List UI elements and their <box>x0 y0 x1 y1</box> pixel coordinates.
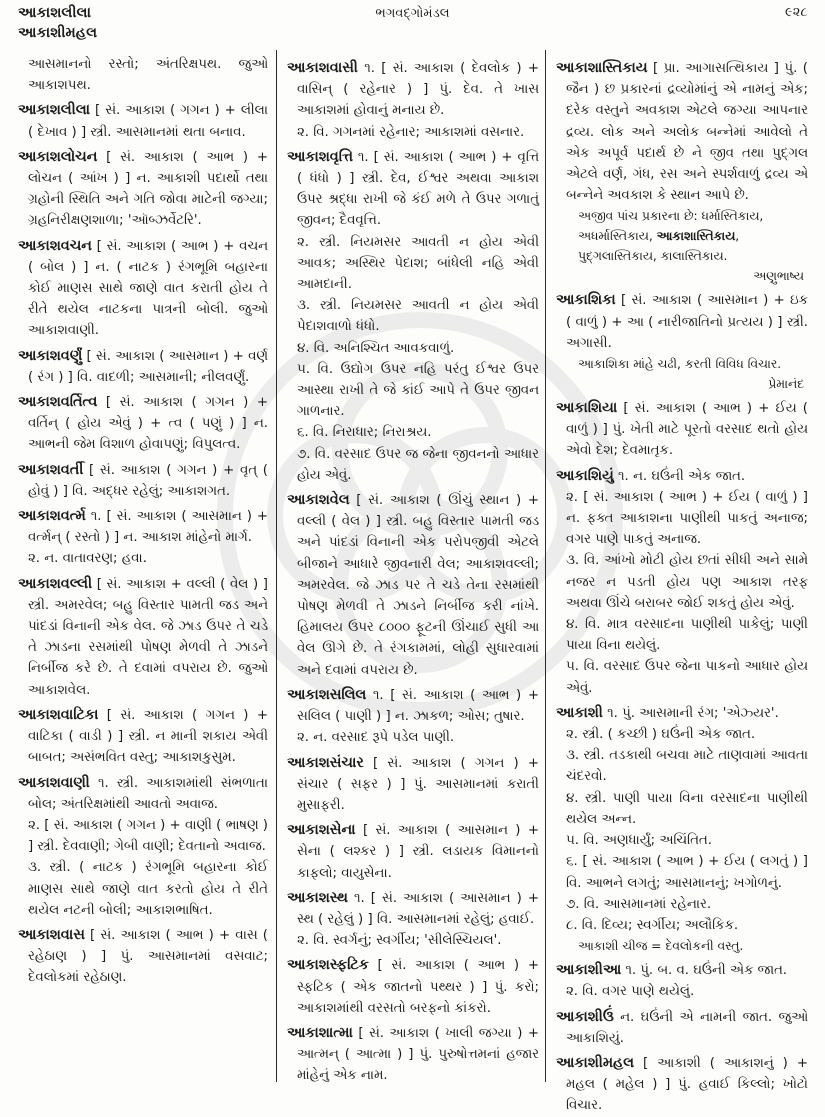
entry-first-sense <box>18 147 268 232</box>
dictionary-entry <box>287 753 539 817</box>
column-divider <box>545 50 546 1082</box>
headword: આકાશિયું <box>556 467 614 484</box>
sub-sense: ૩. સ્ત્રી. નિયમસર આવતી ન હોય એવી પેદાશવાળો ધંધો. <box>297 298 539 335</box>
sub-sense: ૨. સ્ત્રી. ( કચ્છી ) ઘઉંની એક જાત. <box>566 727 756 743</box>
sense-text: ૧. પું. બ. વ. ઘઉંની એક જાત. <box>625 963 788 979</box>
headword: આકાશીમહલ <box>556 1054 634 1071</box>
dictionary-entry <box>287 888 539 952</box>
column-3 <box>556 54 808 1117</box>
entry-first-sense <box>287 58 539 122</box>
sub-sense: ૬. [ સં. આકાશ ( આભ ) + ઈય ( લગતું ) ] વિ. આભને લગતું; આસમાનનું; ખગોળનું. <box>566 854 808 891</box>
entry-first-sense <box>556 1053 808 1117</box>
sub-sense: ૮. વિ. દિવ્ય; સ્વર્ગીય; અલૌકિક. <box>566 917 739 933</box>
entry-first-sense <box>18 925 268 989</box>
dictionary-entry <box>18 460 268 502</box>
dictionary-entry <box>287 1023 539 1087</box>
running-title: ભગવદ્ગોમંડલ <box>375 6 450 21</box>
sense-text: [ સં. આકાશ ( આભ ) + ઈય ( વાળું ) ] પું. ખેતી માટે પૂરતો વરસાદ થતો હોય એવો દેશ; દેવમાતૃક. <box>566 401 808 459</box>
entry-first-sense <box>556 398 808 462</box>
sense-text: ૧. [ સં. આકાશ ( આભ ) + સલિલ ( પાણી ) ] ન. ઝાકળ; ઓસ; તુષાર. <box>297 687 539 725</box>
entry-first-sense <box>556 58 808 206</box>
sense-text: [ સં. આકાશ ( ગગન ) + વર્તિન્ ( હોય એવું ) + ત્વ ( પણું ) ] ન. આભની જેમ વિશાળ હોવાપણું; વિપુલત્વ. <box>28 395 268 453</box>
sense-text: [ સં. આકાશ ( ગગન ) + લીલા ( દેખાવ ) ] સ્ત્રી. આસમાનમાં થતા બનાવ. <box>28 103 268 140</box>
entry-first-sense <box>18 236 268 342</box>
sense-text: [ સં. આકાશ ( આસમાન ) + વર્ણ ( રંગ ) ] વિ. વાદળી; આસમાની; નીલવર્ણું. <box>28 348 268 385</box>
guide-word-last: આકાશીમહલ <box>18 25 98 41</box>
quote-text: , પુદ્ગલાસ્તિકાય, કાલાસ્તિકાય. <box>578 229 740 264</box>
headword: આકાશવર્તિત્વ <box>18 394 98 411</box>
headword: આકાશિકા <box>556 292 616 309</box>
dictionary-entry <box>18 506 268 570</box>
dictionary-entry <box>287 147 539 486</box>
sense-text: ૧. [ સં. આકાશ ( આસમાન ) + સ્થ ( રહેલું ) ] વિ. આસમાનમાં રહેલું; હવાઈ. <box>297 890 540 927</box>
sense-text: ૧. [ સં. આકાશ ( આસમાન ) + વર્ત્મન્ ( રસ્તો ) ] ન. આકાશ માંહેનો માર્ગ. <box>28 509 268 546</box>
quote-text: અજીવ પાંચ પ્રકારના છે: ધર્માસ્તિકાય, અધર્માસ્તિકાય, <box>578 209 764 244</box>
headword: આકાશવાણી <box>18 774 90 791</box>
column-divider <box>276 50 277 1082</box>
dictionary-entry <box>18 705 268 769</box>
entry-first-sense <box>556 703 808 724</box>
headword: આકાશવાટિકા <box>18 706 99 723</box>
entry-first-sense <box>287 955 539 1019</box>
sense-text: [ સં. આકાશ ( આભ ) + વાસ ( રહેઠાણ ) ] પું. આસમાનમાં વસવાટ; દેવલોકમાં રહેઠાણ. <box>28 927 268 986</box>
headword: આકાશસ્થ <box>287 889 348 906</box>
headword: આકાશસ્ફટિક <box>287 957 369 974</box>
sub-sense: ૪. સ્ત્રી. પાણી પાયા વિના વરસાદના પાણીથી થયેલ અન્ન. <box>566 790 808 827</box>
entry-first-sense <box>18 346 268 388</box>
entry-first-sense <box>18 100 268 142</box>
sub-sense: ૩. સ્ત્રી. તડકાથી બચવા માટે તાણવામાં આવતા ચંદરવો. <box>566 748 808 785</box>
sense-text: [ સં. આકાશ ( ગગન ) + વૃત્ ( હોવું ) ] વિ. અદ્ધર રહેલું; આકાશગત. <box>28 462 268 499</box>
dictionary-entry <box>287 490 539 681</box>
entry-first-sense <box>556 960 808 981</box>
dictionary-entry <box>287 820 539 884</box>
dictionary-entry <box>556 466 808 699</box>
dictionary-entry <box>18 925 268 989</box>
dictionary-entry <box>18 392 268 456</box>
dictionary-entry <box>18 773 268 921</box>
sense-text: [ સં. આકાશ ( આસમાન ) + સેના ( લશ્કર ) ] સ્ત્રી. લડાયક વિમાનનો કાફલો; વાયુસેના. <box>297 823 539 881</box>
dictionary-entry <box>556 703 808 956</box>
sense-text: [ પ્રા. આગાસત્થિકાય ] પું. ( જૈન ) છ પ્રકારનાં દ્રવ્યોમાંનું એ નામનું એક; દરેક વસ્તુને અવકાશ એટલે જગ્યા આપનાર દ્રવ્ય. લોક અને અલોક બન્નેમાં આવેલો તે એક અપૂર્વ પદાર્થ છે ને જીવ તથા પુદ્ગલ એટલે વર્ણ, ગંધ, રસ અને સ્પર્શવાળું દ્રવ્ય એ બન્નેને અવકાશ કે સ્થાન આપે છે. <box>566 61 808 204</box>
headword: આકાશવર્ત્મ <box>18 508 86 525</box>
column-1 <box>18 54 268 989</box>
headword: આકાશાત્મા <box>287 1024 353 1041</box>
quote-emphasis: આકાશાસ્તિકાય <box>656 229 736 244</box>
entry-first-sense <box>18 705 268 769</box>
entry-first-sense <box>287 753 539 817</box>
dictionary-entry <box>18 236 268 342</box>
headword: આકાશવર્ણું <box>18 347 83 364</box>
column-2 <box>287 54 539 1087</box>
page-number: ૯૨૮ <box>785 5 808 20</box>
entry-first-sense <box>287 820 539 884</box>
sub-sense: ૨. [ સં. આકાશ ( ગગન ) + વાણી ( ભાષણ ) ] સ્ત્રી. દેવવાણી; ગેબી વાણી; દેવતાનો અવાજ. <box>28 817 268 855</box>
sense-text: [ સં. આકાશ ( આભ ) + લોચન ( આંખ ) ] ન. આકાશી પદાર્થો તથા ગ્રહોની સ્થિતિ અને ગતિ જોવા માટેની જગ્યા; ગ્રહનિરીક્ષણશાળા; 'ઑબ્ઝર્વેટરિ'. <box>28 149 268 229</box>
entry-first-sense <box>18 506 268 548</box>
headword: આકાશીઆ <box>556 962 622 979</box>
headword: આકાશી <box>556 704 603 721</box>
sub-sense: ૪. વિ. માત્ર વરસાદના પાણીથી પાકેલું; પાણી પાયા વિના થયેલું. <box>566 617 808 654</box>
entry-first-sense <box>287 147 539 232</box>
sub-sense: ૨. ન. વાતાવરણ; હવા. <box>28 551 147 567</box>
dictionary-entry <box>287 58 539 143</box>
sub-sense: ૨. વિ. ગગનમાં રહેનાર; આકાશમાં વસનાર. <box>297 124 525 140</box>
sense-text: ૧. સ્ત્રી. આકાશમાંથી સંભળાતા બોલ; અંતરિક્ષમાંથી આવતો અવાજ. <box>28 775 268 812</box>
headword: આકાશવચન <box>18 237 92 254</box>
entry-first-sense <box>18 460 268 502</box>
dictionary-entry <box>556 1007 808 1049</box>
headword: આકાશવેલ <box>287 492 350 509</box>
dictionary-entry <box>556 58 808 286</box>
headword: આકાશિયા <box>556 400 618 417</box>
headword: આકાશલોચન <box>18 148 98 165</box>
sense-text: ૧. [ સં. આકાશ ( આભ ) + વૃત્તિ ( ધંધો ) ] સ્ત્રી. દેવ, ઈશ્વર અથવા આકાશ ઉપર શ્રદ્ધા રાખી જે કંઈ મળે તે ઉપર ગળાતું જીવન; દૈવવૃત્તિ. <box>297 149 539 229</box>
entry-continuation: આસમાનનો રસ્તો; અંતરિક્ષપથ. જુઓ આકાશપથ. <box>28 57 268 94</box>
sub-sense: ૫. વિ. વરસાદ ઉપર જેના પાકનો આધાર હોય એવું. <box>566 659 808 696</box>
dictionary-entry <box>287 685 539 749</box>
entry-first-sense <box>18 773 268 815</box>
headword: આકાશીઉં <box>556 1008 614 1025</box>
citation-quote: આકાશિકા માંહે ચઢી, કરતી વિવિધ વિચાર. <box>578 357 782 372</box>
sense-text: [ સં. આકાશ ( ઊંચું સ્થાન ) + વલ્લી ( વેલ ) ] સ્ત્રી. બહુ વિસ્તાર પામતી જડ અને પાંદડાં વિનાની એક પરોપજીવી એટલે બીજાને આધારે જીવનારી વેલ; આકાશવલ્લી; અમરવેલ. જે ઝાડ પર તે ચડે તેના રસમાંથી પોષણ મેળવી તે ઝાડને નિર્બીજ કરી નાંખે. હિમાલય ઉપર ૮૦૦૦ ફૂટની ઊંચાઈ સુધી આ વેલ ઊગે છે. તે રંગકામમાં, લોહી સુધારવામાં અને દવામાં વપરાય છે. <box>297 493 539 678</box>
sense-text: [ સં. આકાશ ( આભ ) + વચન ( બોલ ) ] ન. ( નાટક ) રંગભૂમિ બહારના કોઈ માણસ સાથે જાણે વાત કરાતી હોય તે રીતે થયેલ નાટકના પાત્રની બોલી. જુઓ આકાશવાણી. <box>28 238 268 339</box>
entry-first-sense <box>287 685 539 727</box>
headword: આકાશવાસી <box>287 60 358 76</box>
entry-first-sense <box>287 490 539 681</box>
sense-text: ૧. ન. ઘઉંની એક જાત. <box>617 468 746 484</box>
entry-first-sense <box>556 1007 808 1049</box>
dictionary-entry <box>18 574 268 701</box>
dictionary-entry <box>287 955 539 1019</box>
guide-word-first: આકાશલીલા <box>18 5 92 21</box>
sub-sense: ૭. વિ. આસમાનમાં રહેનાર. <box>566 896 712 912</box>
sense-text: [ સં. આકાશ + વલ્લી ( વેલ ) ] સ્ત્રી. અમરવેલ; બહુ વિસ્તાર પામતી જડ અને પાંદડાં વિનાની એક વેલ. જે ઝાડ ઉપર તે ચડે તે ઝાડના રસમાંથી પોષણ મેળવી તે ઝાડને નિર્બીજ કરે છે. તે દવામાં વપરાય છે. જુઓ આકાશવેલ. <box>28 576 268 698</box>
dictionary-entry <box>18 147 268 232</box>
sub-sense: ૫. વિ. અણધાર્યું; અચિંતિત. <box>566 833 712 849</box>
sense-text: [ સં. આકાશ ( આભ ) + સ્ફટિક ( એક જાતનો પથ્થર ) ] પું. કરો; આકાશમાંથી વરસતો બરફનો કાંકરો. <box>297 958 539 1016</box>
sub-sense: ૨. વિ. વગર પાણે થયેલું. <box>566 984 695 1000</box>
sub-sense: ૫. વિ. ઉદ્યોગ ઉપર નહિ પરંતુ ઈશ્વર ઉપર આસ્થા રાખી તે જે કાંઈ આપે તે ઉપર જીવન ગાળનાર. <box>297 361 539 420</box>
sense-text: [ આકાશી ( આકાશનું ) + મહલ ( મહેલ ) ] પું. હવાઈ કિલ્લો; ખોટો વિચાર. <box>566 1055 808 1114</box>
sub-sense: ૨. વિ. સ્વર્ગનું; સ્વર્ગીય; 'સીલેસ્ચિયલ'. <box>297 933 502 949</box>
sub-sense: ૭. વિ. વરસાદ ઉપર જ જેના જીવનનો આધાર હોય એવું. <box>297 446 539 483</box>
citation-source: અણુભાષ્ય <box>753 269 804 284</box>
entry-first-sense <box>556 290 808 354</box>
headword: આકાશવલ્લી <box>18 575 93 592</box>
sub-sense: ૬. વિ. નિરાધાર; નિરાશ્રય. <box>297 425 432 441</box>
headword: આકાશવૃત્તિ <box>287 148 353 165</box>
dictionary-entry <box>556 960 808 1002</box>
dictionary-entry <box>556 1053 808 1117</box>
sense-text: [ સં. આકાશ ( ખાલી જગ્યા ) + આત્મન્ ( આત્મા ) ] પું. પુરુષોત્તમનાં હજાર માંહેનું એક નામ. <box>297 1025 539 1084</box>
citation-source: પ્રેમાનંદ <box>768 377 804 392</box>
sense-text: ૧. [ સં. આકાશ ( દેવલોક ) + વાસિન્ ( રહેનાર ) ] પું. દેવ. તે ખાસ આકાશમાં હોવાનું મનાય છે. <box>297 61 539 119</box>
sense-text: ૧. પું. આસમાની રંગ; 'એઝ્યર'. <box>607 705 779 721</box>
sub-sense: ૨. ન. વરસાદ રૂપે પડેલ પાણી. <box>297 730 455 746</box>
entry-first-sense <box>18 392 268 456</box>
sense-text: ન. ઘઉંની એ નામની જાત. જુઓ આકાશિયું. <box>566 1009 808 1046</box>
entry-first-sense <box>556 466 808 487</box>
sub-sense: ૪. વિ. અનિશ્ચિત આવકવાળું. <box>297 340 455 356</box>
sub-sense: ૩. સ્ત્રી. ( નાટક ) રંગભૂમિ બહારના કોઈ માણસ સાથે જાણે વાત કરતો હોય તે રીતે થયેલ નટની બોલી; આકાશભાષિત. <box>28 860 268 918</box>
usage-example: આકાશી ચીજ = દેવલોકની વસ્તુ. <box>578 939 744 954</box>
headword: આકાશસલિલ <box>287 686 367 703</box>
sense-text: [ સં. આકાશ ( આસમાન ) + ઇક ( વાળું ) + આ ( નારીજાતિનો પ્રત્યય ) ] સ્ત્રી. અગાસી. <box>566 293 808 351</box>
headword: આકાશવર્તી <box>18 461 84 478</box>
headword: આકાશસેના <box>287 822 356 839</box>
headword: આકાશવાસ <box>18 926 85 943</box>
dictionary-entry <box>556 398 808 462</box>
entry-first-sense <box>287 1023 539 1087</box>
citation-quote <box>556 206 808 266</box>
sense-text: [ સં. આકાશ ( ગગન ) + વાટિકા ( વાડી ) ] સ્ત્રી. ન માની શકાય એવી બાબત; અસંભવિત વસ્તુ; આકાશકુસુમ. <box>28 707 268 766</box>
entry-first-sense <box>18 574 268 701</box>
sub-sense: ૨. સ્ત્રી. નિયમસર આવતી ન હોય એવી આવક; અસ્થિર પેદાશ; બાંધેલી નહિ એવી આમદાની. <box>297 234 539 293</box>
entry-first-sense <box>287 888 539 930</box>
sense-text: [ સં. આકાશ ( ગગન ) + સંચાર ( સફર ) ] પું. આસમાનમાં કરાતી મુસાફરી. <box>297 755 539 813</box>
dictionary-entry <box>18 346 268 388</box>
sub-sense: ૨. [ સં. આકાશ ( આભ ) + ઈય ( વાળું ) ] ન. ફક્ત આકાશના પાણીથી પાકતું અનાજ; વગર પાણે પાકતું અનાજ. <box>566 489 808 548</box>
headword: આકાશલીલા <box>18 102 91 119</box>
dictionary-entry <box>556 290 808 394</box>
headword: આકાશાસ્તિકાય <box>556 60 648 76</box>
dictionary-entry <box>18 100 268 142</box>
headword: આકાશસંચાર <box>287 754 364 771</box>
sub-sense: ૩. વિ. આંખો મોટી હોય છતાં સીધી અને સામે નજર ન પડતી હોય પણ આકાશ તરફ અથવા ઊંચે બરાબર જોઈ શકતું હોય એવું. <box>566 553 808 611</box>
